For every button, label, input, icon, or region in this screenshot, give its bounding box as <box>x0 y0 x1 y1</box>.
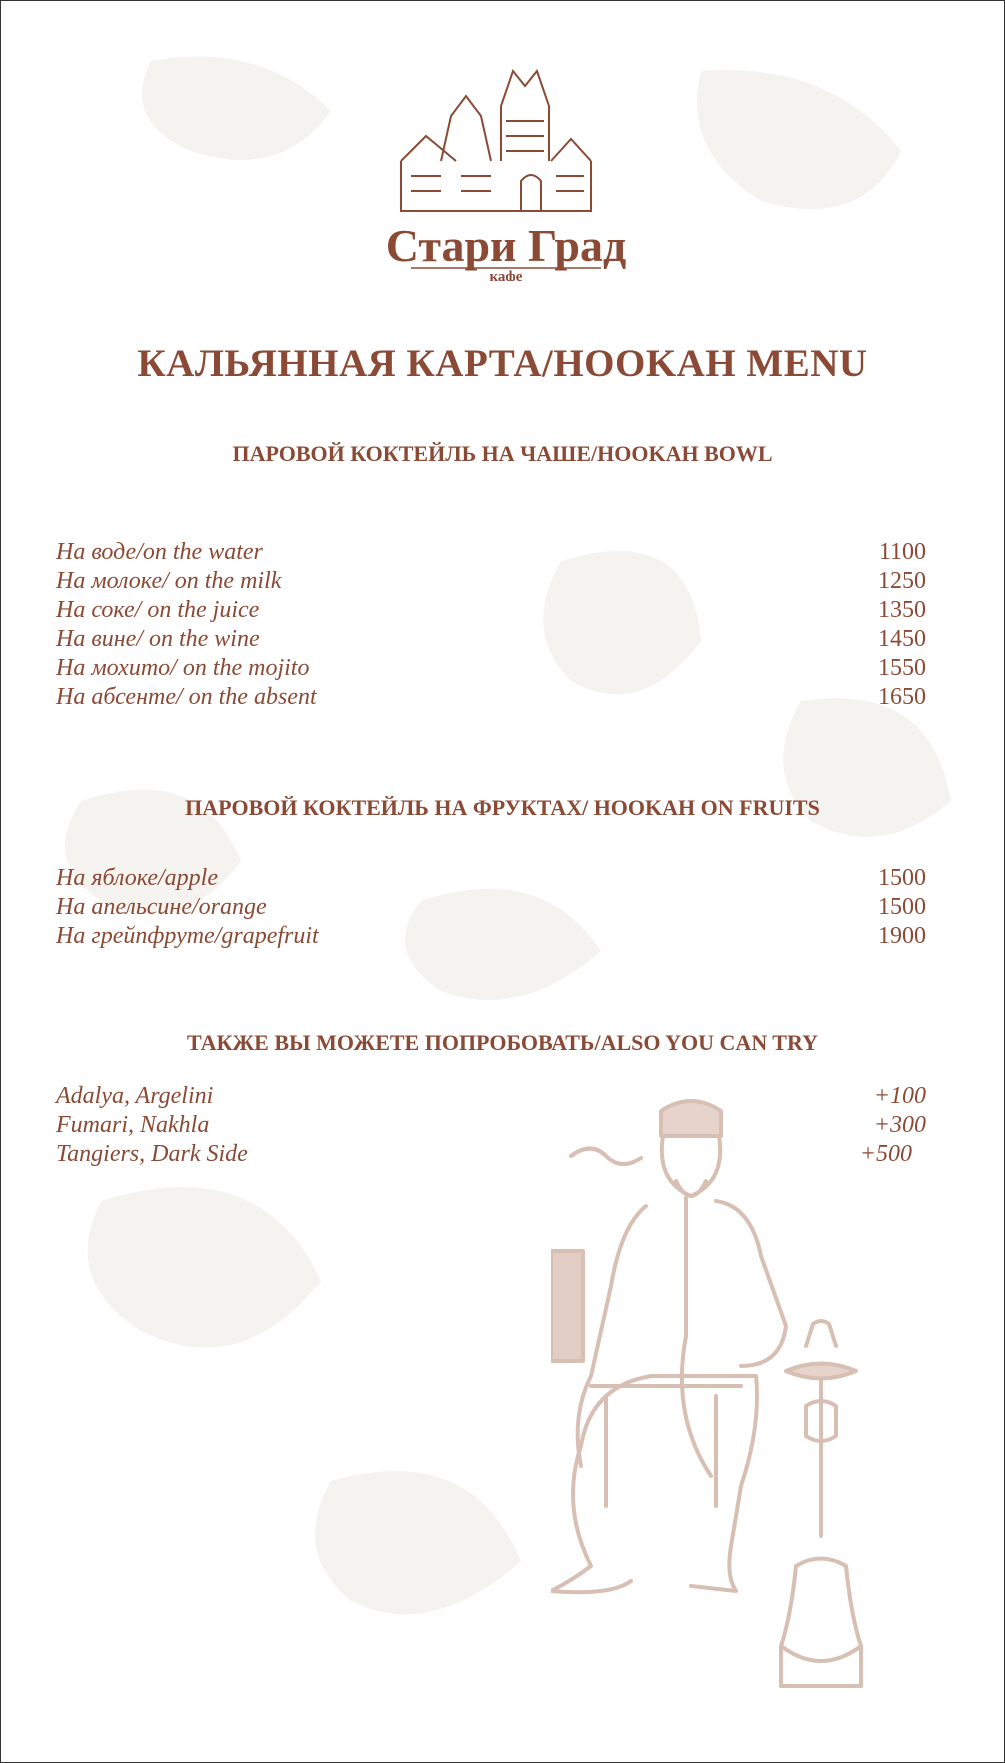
menu-item <box>56 626 926 656</box>
item-price: 1550 <box>878 655 926 681</box>
menu-item <box>56 923 926 953</box>
menu-item <box>56 865 926 895</box>
item-name: На молоке/ on the milk <box>56 568 282 594</box>
item-price: 1250 <box>878 568 926 594</box>
item-name: На апельсине/orange <box>56 894 267 920</box>
item-name: На соке/ on the juice <box>56 597 260 623</box>
item-name: На грейпфруте/grapefruit <box>56 923 319 949</box>
item-name: На абсенте/ on the absent <box>56 684 317 710</box>
item-price: +500 <box>859 1141 912 1167</box>
menu-item <box>56 1141 926 1171</box>
item-name: Tangiers, Dark Side <box>56 1141 248 1167</box>
item-price: 1900 <box>878 923 926 949</box>
item-price: +100 <box>873 1083 926 1109</box>
menu-item <box>56 894 926 924</box>
menu-item <box>56 568 926 598</box>
old-town-castle-logo-icon <box>341 61 671 281</box>
menu-item <box>56 655 926 685</box>
menu-item <box>56 1083 926 1113</box>
item-name: Fumari, Nakhla <box>56 1112 210 1138</box>
section-title-hookah-bowl: ПАРОВОЙ КОКТЕЙЛЬ НА ЧАШЕ/HOOKAH BOWL <box>232 441 773 466</box>
item-name: На яблоке/apple <box>56 865 218 891</box>
item-price: 1500 <box>878 894 926 920</box>
brand-subtitle: кафе <box>489 269 523 281</box>
item-price: 1350 <box>878 597 926 623</box>
item-price: 1450 <box>878 626 926 652</box>
hookah-smoker-icon <box>551 1086 881 1701</box>
item-price: 1500 <box>878 865 926 891</box>
menu-item <box>56 1112 926 1142</box>
item-price: +300 <box>873 1112 926 1138</box>
page-title: КАЛЬЯННАЯ КАРТА/HOOKAH MENU <box>137 342 868 385</box>
menu-item <box>56 684 926 714</box>
item-price: 1100 <box>878 539 926 565</box>
hookah-smoker-illustration <box>551 1086 881 1701</box>
item-name: Adalya, Argelini <box>56 1083 214 1109</box>
section-title-hookah-fruits: ПАРОВОЙ КОКТЕЙЛЬ НА ФРУКТАХ/ HOOKAH ON FRUITS <box>185 795 820 820</box>
item-name: На мохито/ on the mojito <box>56 655 310 681</box>
section-title-also-try: ТАКЖЕ ВЫ МОЖЕТЕ ПОПРОБОВАТЬ/ALSO YOU CAN TRY <box>187 1030 818 1055</box>
cafe-logo <box>341 61 671 281</box>
menu-item <box>56 597 926 627</box>
brand-name: Стари Град <box>385 220 627 271</box>
item-name: На вине/ on the wine <box>56 626 260 652</box>
item-price: 1650 <box>878 684 926 710</box>
menu-item <box>56 539 926 569</box>
item-name: На воде/on the water <box>56 539 263 565</box>
